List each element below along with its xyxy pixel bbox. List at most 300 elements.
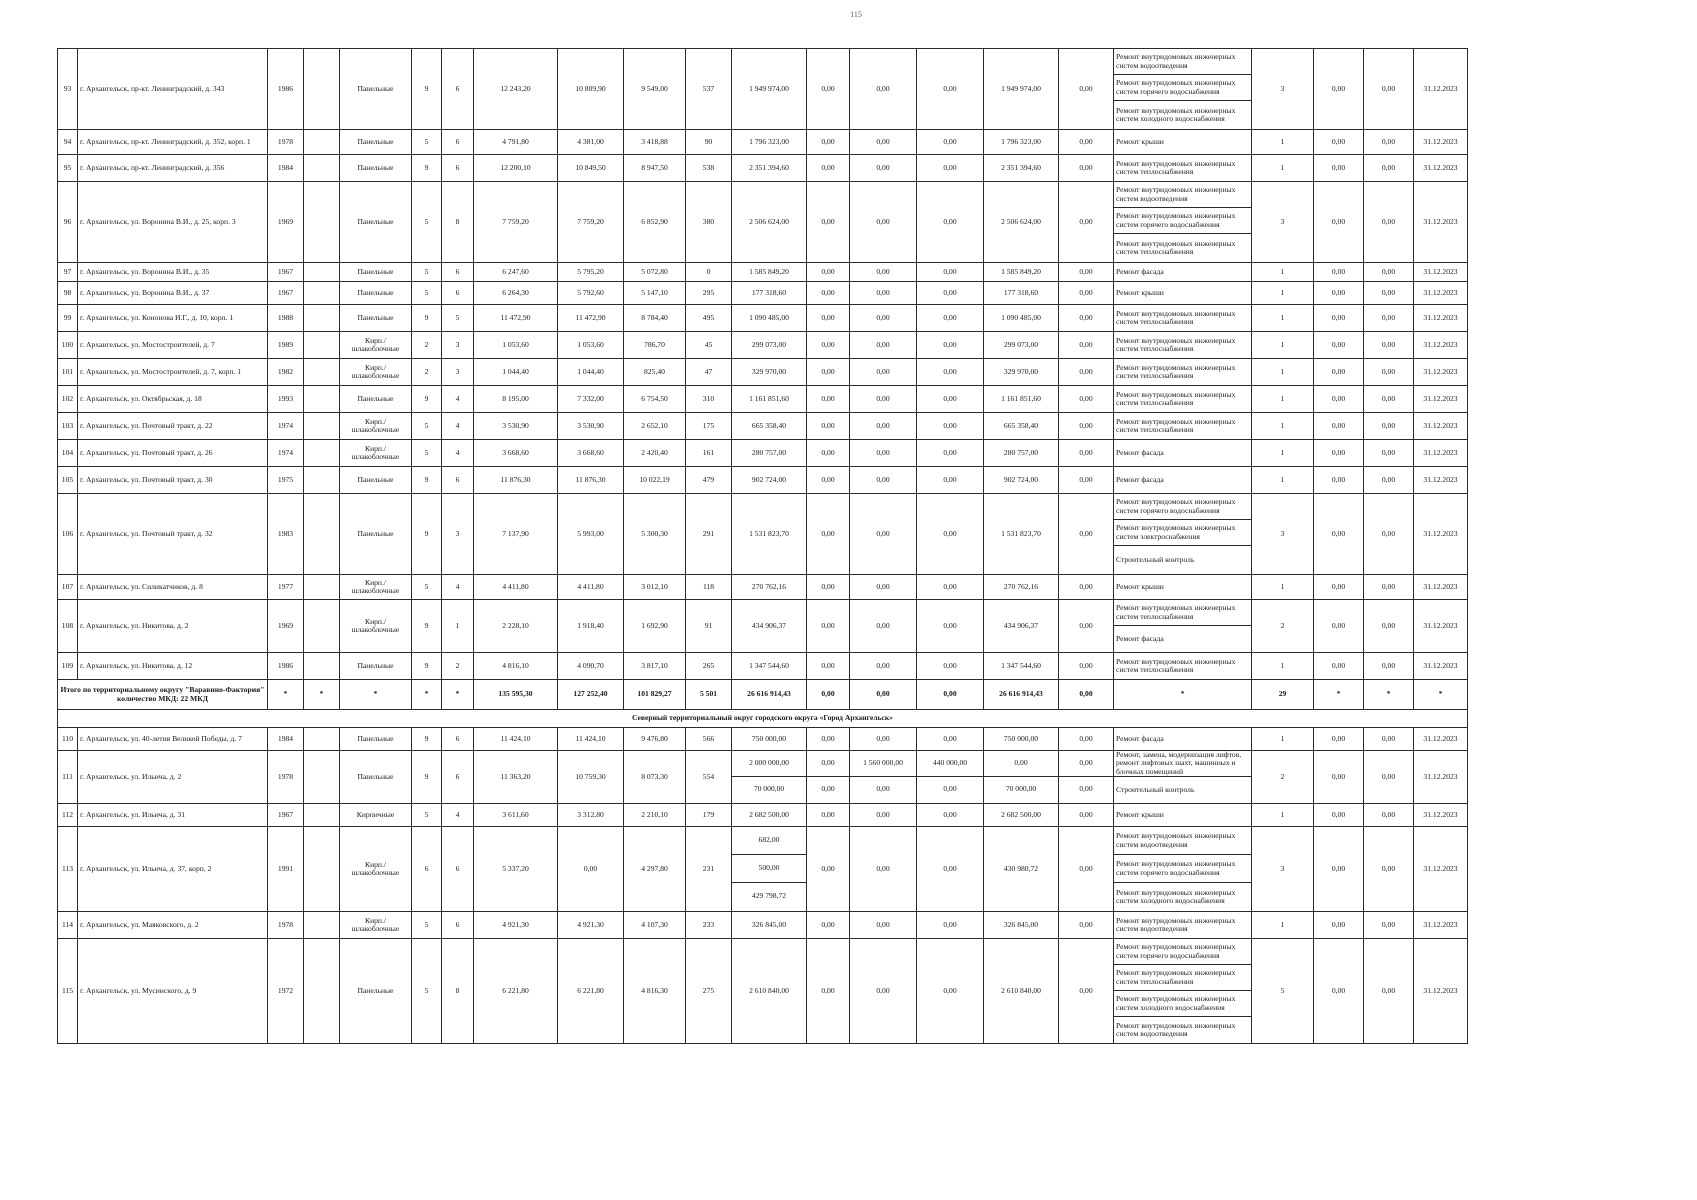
cell-residential-area: 8 073,30 <box>624 751 686 804</box>
cell-fund: 0,00 <box>807 49 850 130</box>
cell-regional: 0,00 <box>850 939 917 1044</box>
cell-total-area: 4 791,80 <box>474 130 558 155</box>
cell-regional: 0,00 <box>850 305 917 332</box>
cell-unit1: 0,00 <box>1314 440 1364 467</box>
cell-fund: 0,00 <box>807 653 850 680</box>
cell-year: 1978 <box>268 751 304 804</box>
cell-wall-material: Панельные <box>340 467 412 494</box>
cell-other: 0,00 <box>1059 440 1114 467</box>
cell-total-area: 11 363,20 <box>474 751 558 804</box>
cell-year: 1967 <box>268 282 304 305</box>
total-residents: 5 501 <box>686 680 732 710</box>
cell-living-area: 1 918,40 <box>558 600 624 653</box>
cell-local: 0,00 <box>917 263 984 282</box>
cell-fund: 0,00 <box>807 804 850 827</box>
cell-residential-area: 1 692,90 <box>624 600 686 653</box>
cell-wall-material: Кирп./ шлакоблочные <box>340 827 412 912</box>
cell-unit1: 0,00 <box>1314 155 1364 182</box>
cell-floors: 5 <box>412 912 442 939</box>
cell-deadline: 31.12.2023 <box>1414 827 1468 912</box>
cell-unit1: 0,00 <box>1314 912 1364 939</box>
cell-unit2: 0,00 <box>1364 155 1414 182</box>
cell-floors: 9 <box>412 653 442 680</box>
cell-entrances: 1 <box>442 600 474 653</box>
cell-deadline: 31.12.2023 <box>1414 359 1468 386</box>
cell-other: 0,00 <box>1059 305 1114 332</box>
cell-residential-area: 2 420,40 <box>624 440 686 467</box>
cell-wall-material: Кирп./ шлакоблочные <box>340 332 412 359</box>
cell-number: 103 <box>58 413 78 440</box>
cell-deadline: 31.12.2023 <box>1414 728 1468 751</box>
cell-residents: 291 <box>686 494 732 575</box>
cell-residents: 175 <box>686 413 732 440</box>
cell-entrances: 4 <box>442 804 474 827</box>
cell-total-area: 11 876,30 <box>474 467 558 494</box>
section-title: Северный территориальный округ городского округа «Город Архангельск» <box>58 710 1468 728</box>
cell-residential-area: 3 418,88 <box>624 130 686 155</box>
cell-unit1: 0,00 <box>1314 332 1364 359</box>
cell-total-area: 4 411,80 <box>474 575 558 600</box>
cell-residential-area: 3 012,10 <box>624 575 686 600</box>
cell-deadline: 31.12.2023 <box>1414 305 1468 332</box>
cell-fund-part: 0,00 <box>821 783 835 793</box>
cell-cost-part: 2 000 000,00 <box>732 751 806 777</box>
cell-work-types <box>1114 939 1252 1044</box>
cell-residential-area: 825,40 <box>624 359 686 386</box>
cell-local: 0,00 <box>917 600 984 653</box>
cell-work-count: 2 <box>1252 751 1314 804</box>
repair-program-table <box>57 48 1468 1044</box>
total-label: Итого по территориальному округу "Варавино-Фактория" количество МКД: 22 МКД <box>58 680 268 710</box>
work-type-item: Ремонт внутридомовых инженерных систем горячего водоснабжения <box>1114 208 1251 234</box>
cell-work-count: 3 <box>1252 494 1314 575</box>
cell-cost-part: 70 000,00 <box>753 783 785 793</box>
cell-living-area: 5 792,60 <box>558 282 624 305</box>
cell-empty <box>304 413 340 440</box>
work-type-item: Ремонт крыши <box>1116 809 1164 819</box>
cell-address: г. Архангельск, ул. Почтовый тракт, д. 30 <box>78 467 268 494</box>
cell-number: 95 <box>58 155 78 182</box>
cell-residential-area: 4 816,30 <box>624 939 686 1044</box>
work-type-item: Ремонт внутридомовых инженерных систем водоотведения <box>1116 1020 1236 1038</box>
cell-living-area: 0,00 <box>558 827 624 912</box>
cell-owners: 1 949 974,00 <box>984 49 1059 130</box>
cell-work-count: 2 <box>1252 600 1314 653</box>
cell-empty <box>304 653 340 680</box>
cell-wall-material: Панельные <box>340 263 412 282</box>
cell-residential-area: 5 147,10 <box>624 282 686 305</box>
cell-deadline: 31.12.2023 <box>1414 282 1468 305</box>
cell-local <box>917 751 984 804</box>
table-row <box>58 751 1468 804</box>
table-row <box>58 282 1468 305</box>
cell-number: 115 <box>58 939 78 1044</box>
cell-cost: 665 358,40 <box>732 413 807 440</box>
cell-unit2: 0,00 <box>1364 467 1414 494</box>
cell-deadline: 31.12.2023 <box>1414 263 1468 282</box>
work-type-item: Ремонт фасада <box>1116 266 1164 276</box>
cell-deadline: 31.12.2023 <box>1414 804 1468 827</box>
cell-number: 105 <box>58 467 78 494</box>
cell-work-count: 1 <box>1252 263 1314 282</box>
work-type-item: Ремонт внутридомовых инженерных систем водоотведения <box>1114 182 1251 208</box>
cell-number: 97 <box>58 263 78 282</box>
cell-other: 0,00 <box>1059 182 1114 263</box>
table-row <box>58 386 1468 413</box>
cell-address: г. Архангельск, пр-кт. Ленинградский, д. 343 <box>78 49 268 130</box>
cell-regional: 0,00 <box>850 386 917 413</box>
total-c2: * <box>304 680 340 710</box>
section-row <box>58 710 1468 728</box>
cell-wall-material: Панельные <box>340 282 412 305</box>
cell-regional: 0,00 <box>850 912 917 939</box>
cell-other: 0,00 <box>1059 263 1114 282</box>
cell-local: 0,00 <box>917 912 984 939</box>
cell-empty <box>304 49 340 130</box>
cell-fund <box>807 751 850 804</box>
cell-entrances: 6 <box>442 155 474 182</box>
cell-cost: 326 845,00 <box>732 912 807 939</box>
cell-cost: 1 585 849,20 <box>732 263 807 282</box>
cell-work-count: 1 <box>1252 386 1314 413</box>
table-row <box>58 939 1468 1044</box>
cell-deadline: 31.12.2023 <box>1414 155 1468 182</box>
work-type-item: Ремонт внутридомовых инженерных систем водоотведения <box>1114 827 1251 855</box>
cell-wall-material: Кирп./ шлакоблочные <box>340 440 412 467</box>
cell-address: г. Архангельск, ул. Ильича, д. 37, корп. 2 <box>78 827 268 912</box>
cell-fund: 0,00 <box>807 413 850 440</box>
cell-work-count: 1 <box>1252 728 1314 751</box>
cell-unit2: 0,00 <box>1364 804 1414 827</box>
cell-other: 0,00 <box>1059 359 1114 386</box>
cell-wall-material: Кирп./ шлакоблочные <box>340 413 412 440</box>
cell-work-types <box>1114 827 1252 912</box>
cell-entrances: 2 <box>442 653 474 680</box>
cell-work-count: 1 <box>1252 130 1314 155</box>
cell-other-part: 0,00 <box>1059 751 1113 777</box>
cell-floors: 5 <box>412 939 442 1044</box>
total-cost: 26 616 914,43 <box>732 680 807 710</box>
total-other: 0,00 <box>1059 680 1114 710</box>
cell-fund: 0,00 <box>807 728 850 751</box>
cell-wall-material: Панельные <box>340 751 412 804</box>
cell-other: 0,00 <box>1059 804 1114 827</box>
total-c1: * <box>268 680 304 710</box>
cell-total-area: 1 053,60 <box>474 332 558 359</box>
cell-wall-material: Панельные <box>340 728 412 751</box>
cell-other: 0,00 <box>1059 413 1114 440</box>
cell-living-area: 3 530,90 <box>558 413 624 440</box>
cell-number: 102 <box>58 386 78 413</box>
cell-deadline: 31.12.2023 <box>1414 182 1468 263</box>
cell-deadline: 31.12.2023 <box>1414 600 1468 653</box>
cell-living-area: 3 668,60 <box>558 440 624 467</box>
cell-residential-area: 9 549,00 <box>624 49 686 130</box>
cell-local-part: 0,00 <box>943 783 957 793</box>
cell-work-types <box>1114 332 1252 359</box>
cell-fund: 0,00 <box>807 939 850 1044</box>
table-row <box>58 305 1468 332</box>
cell-work-count: 1 <box>1252 332 1314 359</box>
cell-other: 0,00 <box>1059 282 1114 305</box>
cell-residents: 0 <box>686 263 732 282</box>
cell-unit1: 0,00 <box>1314 728 1364 751</box>
work-type-item: Ремонт внутридомовых инженерных систем теплоснабжения <box>1116 308 1236 326</box>
cell-floors: 9 <box>412 49 442 130</box>
cell-work-count: 1 <box>1252 155 1314 182</box>
cell-other: 0,00 <box>1059 155 1114 182</box>
cell-year: 1988 <box>268 305 304 332</box>
cell-number: 107 <box>58 575 78 600</box>
cell-entrances: 4 <box>442 575 474 600</box>
cell-cost-part: 500,00 <box>732 855 806 883</box>
cell-deadline: 31.12.2023 <box>1414 440 1468 467</box>
cell-unit2: 0,00 <box>1364 440 1414 467</box>
cell-local: 0,00 <box>917 359 984 386</box>
cell-living-area: 5 993,00 <box>558 494 624 575</box>
cell-local: 0,00 <box>917 728 984 751</box>
cell-owners: 902 724,00 <box>984 467 1059 494</box>
cell-regional: 0,00 <box>850 359 917 386</box>
cell-work-count: 3 <box>1252 182 1314 263</box>
cell-entrances: 6 <box>442 467 474 494</box>
cell-regional: 0,00 <box>850 827 917 912</box>
cell-other: 0,00 <box>1059 494 1114 575</box>
cell-entrances: 5 <box>442 305 474 332</box>
cell-local: 0,00 <box>917 575 984 600</box>
cell-floors: 5 <box>412 182 442 263</box>
cell-owners: 326 845,00 <box>984 912 1059 939</box>
cell-year: 1993 <box>268 386 304 413</box>
cell-work-count: 1 <box>1252 653 1314 680</box>
cell-empty <box>304 600 340 653</box>
cell-residents: 566 <box>686 728 732 751</box>
cell-year: 1978 <box>268 130 304 155</box>
cell-residents: 233 <box>686 912 732 939</box>
work-type-item: Строительный контроль <box>1116 784 1195 794</box>
cell-fund: 0,00 <box>807 155 850 182</box>
work-type-item: Ремонт фасада <box>1116 447 1164 457</box>
cell-entrances: 3 <box>442 332 474 359</box>
cell-year: 1986 <box>268 49 304 130</box>
cell-floors: 9 <box>412 155 442 182</box>
cell-cost: 2 682 500,00 <box>732 804 807 827</box>
cell-living-area: 4 411,80 <box>558 575 624 600</box>
cell-empty <box>304 263 340 282</box>
cell-year: 1969 <box>268 600 304 653</box>
cell-residential-area: 8 784,40 <box>624 305 686 332</box>
cell-floors: 2 <box>412 359 442 386</box>
cell-cost: 1 347 544,60 <box>732 653 807 680</box>
cell-work-types <box>1114 263 1252 282</box>
work-type-item: Ремонт крыши <box>1116 136 1164 146</box>
cell-owners: 665 358,40 <box>984 413 1059 440</box>
cell-work-count: 1 <box>1252 467 1314 494</box>
cell-local: 0,00 <box>917 467 984 494</box>
work-type-item: Ремонт внутридомовых инженерных систем теплоснабжения <box>1116 158 1236 176</box>
cell-total-area: 11 472,90 <box>474 305 558 332</box>
cell-living-area: 10 809,90 <box>558 49 624 130</box>
cell-local: 0,00 <box>917 182 984 263</box>
cell-regional: 0,00 <box>850 130 917 155</box>
cell-year: 1989 <box>268 332 304 359</box>
cell-wall-material: Панельные <box>340 182 412 263</box>
cell-cost: 1 161 851,60 <box>732 386 807 413</box>
cell-cost: 280 757,00 <box>732 440 807 467</box>
cell-cost: 750 000,00 <box>732 728 807 751</box>
cell-owners: 299 073,00 <box>984 332 1059 359</box>
cell-other: 0,00 <box>1059 332 1114 359</box>
cell-wall-material: Панельные <box>340 653 412 680</box>
cell-empty <box>304 912 340 939</box>
cell-residential-area: 5 300,30 <box>624 494 686 575</box>
table-row <box>58 827 1468 912</box>
cell-residents: 45 <box>686 332 732 359</box>
cell-unit1: 0,00 <box>1314 305 1364 332</box>
cell-empty <box>304 804 340 827</box>
cell-unit2: 0,00 <box>1364 494 1414 575</box>
cell-unit2: 0,00 <box>1364 332 1414 359</box>
cell-regional: 0,00 <box>850 182 917 263</box>
cell-deadline: 31.12.2023 <box>1414 939 1468 1044</box>
work-type-item: Ремонт внутридомовых инженерных систем горячего водоснабжения <box>1114 494 1251 520</box>
cell-address: г. Архангельск, ул. Маяковского, д. 2 <box>78 912 268 939</box>
cell-number: 106 <box>58 494 78 575</box>
cell-regional: 0,00 <box>850 653 917 680</box>
cell-work-types <box>1114 653 1252 680</box>
cell-fund: 0,00 <box>807 467 850 494</box>
cell-unit1: 0,00 <box>1314 827 1364 912</box>
cell-year: 1978 <box>268 912 304 939</box>
cell-living-area: 7 759,20 <box>558 182 624 263</box>
cell-residents: 118 <box>686 575 732 600</box>
cell-wall-material: Кирп./ шлакоблочные <box>340 359 412 386</box>
cell-unit2: 0,00 <box>1364 263 1414 282</box>
cell-year: 1972 <box>268 939 304 1044</box>
cell-other-part: 0,00 <box>1079 783 1093 793</box>
cell-owners-part: 0,00 <box>984 751 1058 777</box>
cell-empty <box>304 751 340 804</box>
cell-wall-material: Кирп./ шлакоблочные <box>340 912 412 939</box>
cell-entrances: 3 <box>442 359 474 386</box>
cell-work-count: 1 <box>1252 413 1314 440</box>
cell-empty <box>304 467 340 494</box>
total-residential-area: 101 829,27 <box>624 680 686 710</box>
table-row <box>58 494 1468 575</box>
cell-fund: 0,00 <box>807 182 850 263</box>
cell-work-types <box>1114 413 1252 440</box>
cell-wall-material: Панельные <box>340 49 412 130</box>
cell-number: 94 <box>58 130 78 155</box>
cell-unit2: 0,00 <box>1364 130 1414 155</box>
cell-local: 0,00 <box>917 305 984 332</box>
table-row <box>58 49 1468 130</box>
cell-year: 1974 <box>268 413 304 440</box>
cell-living-area: 11 876,30 <box>558 467 624 494</box>
total-c5: * <box>442 680 474 710</box>
cell-entrances: 6 <box>442 728 474 751</box>
cell-number: 100 <box>58 332 78 359</box>
cell-year: 1977 <box>268 575 304 600</box>
page-number: 115 <box>850 10 862 19</box>
cell-empty <box>304 359 340 386</box>
cell-regional: 0,00 <box>850 467 917 494</box>
cell-residential-area: 2 652,10 <box>624 413 686 440</box>
cell-address: г. Архангельск, ул. Никитова, д. 2 <box>78 600 268 653</box>
work-type-item: Ремонт внутридомовых инженерных систем теплоснабжения <box>1116 416 1236 434</box>
cell-work-count: 1 <box>1252 282 1314 305</box>
cell-regional: 0,00 <box>850 728 917 751</box>
cell-number: 112 <box>58 804 78 827</box>
cell-local-part: 440 000,00 <box>917 751 983 777</box>
cell-number: 109 <box>58 653 78 680</box>
cell-floors: 5 <box>412 804 442 827</box>
cell-residents: 275 <box>686 939 732 1044</box>
work-type-item: Ремонт внутридомовых инженерных систем теплоснабжения <box>1116 335 1236 353</box>
cell-empty <box>304 155 340 182</box>
cell-fund: 0,00 <box>807 600 850 653</box>
cell-floors: 5 <box>412 130 442 155</box>
cell-floors: 5 <box>412 575 442 600</box>
cell-empty <box>304 939 340 1044</box>
cell-other: 0,00 <box>1059 130 1114 155</box>
cell-empty <box>304 182 340 263</box>
cell-residential-area: 786,70 <box>624 332 686 359</box>
cell-regional <box>850 751 917 804</box>
cell-unit1: 0,00 <box>1314 182 1364 263</box>
cell-local: 0,00 <box>917 155 984 182</box>
cell-living-area: 4 381,00 <box>558 130 624 155</box>
table-row <box>58 263 1468 282</box>
cell-other: 0,00 <box>1059 653 1114 680</box>
cell-wall-material: Панельные <box>340 305 412 332</box>
cell-empty <box>304 305 340 332</box>
cell-total-area: 6 264,30 <box>474 282 558 305</box>
cell-residents: 91 <box>686 600 732 653</box>
table-row <box>58 912 1468 939</box>
cell-total-area: 7 137,90 <box>474 494 558 575</box>
cell-floors: 9 <box>412 494 442 575</box>
cell-wall-material: Кирпичные <box>340 804 412 827</box>
cell-address: г. Архангельск, ул. Ильича, д. 31 <box>78 804 268 827</box>
cell-owners: 1 090 485,00 <box>984 305 1059 332</box>
cell-empty <box>304 282 340 305</box>
work-type-item: Ремонт внутридомовых инженерных систем холодного водоснабжения <box>1116 105 1236 123</box>
cell-residents: 179 <box>686 804 732 827</box>
cell-unit1: 0,00 <box>1314 939 1364 1044</box>
cell-deadline: 31.12.2023 <box>1414 575 1468 600</box>
cell-cost-part: 682,00 <box>732 827 806 855</box>
cell-residents: 380 <box>686 182 732 263</box>
cell-living-area: 6 221,80 <box>558 939 624 1044</box>
cell-year: 1984 <box>268 728 304 751</box>
cell-floors: 5 <box>412 413 442 440</box>
cell-work-types <box>1114 467 1252 494</box>
cell-year: 1991 <box>268 827 304 912</box>
cell-floors: 9 <box>412 751 442 804</box>
total-count: 29 <box>1252 680 1314 710</box>
cell-total-area: 5 337,20 <box>474 827 558 912</box>
cell-year: 1986 <box>268 653 304 680</box>
cell-fund-part: 0,00 <box>807 751 849 777</box>
table-row <box>58 359 1468 386</box>
cell-fund: 0,00 <box>807 575 850 600</box>
cell-living-area: 3 312,80 <box>558 804 624 827</box>
cell-work-types <box>1114 155 1252 182</box>
cell-regional-part: 0,00 <box>876 783 890 793</box>
cell-work-types <box>1114 600 1252 653</box>
cell-deadline: 31.12.2023 <box>1414 49 1468 130</box>
